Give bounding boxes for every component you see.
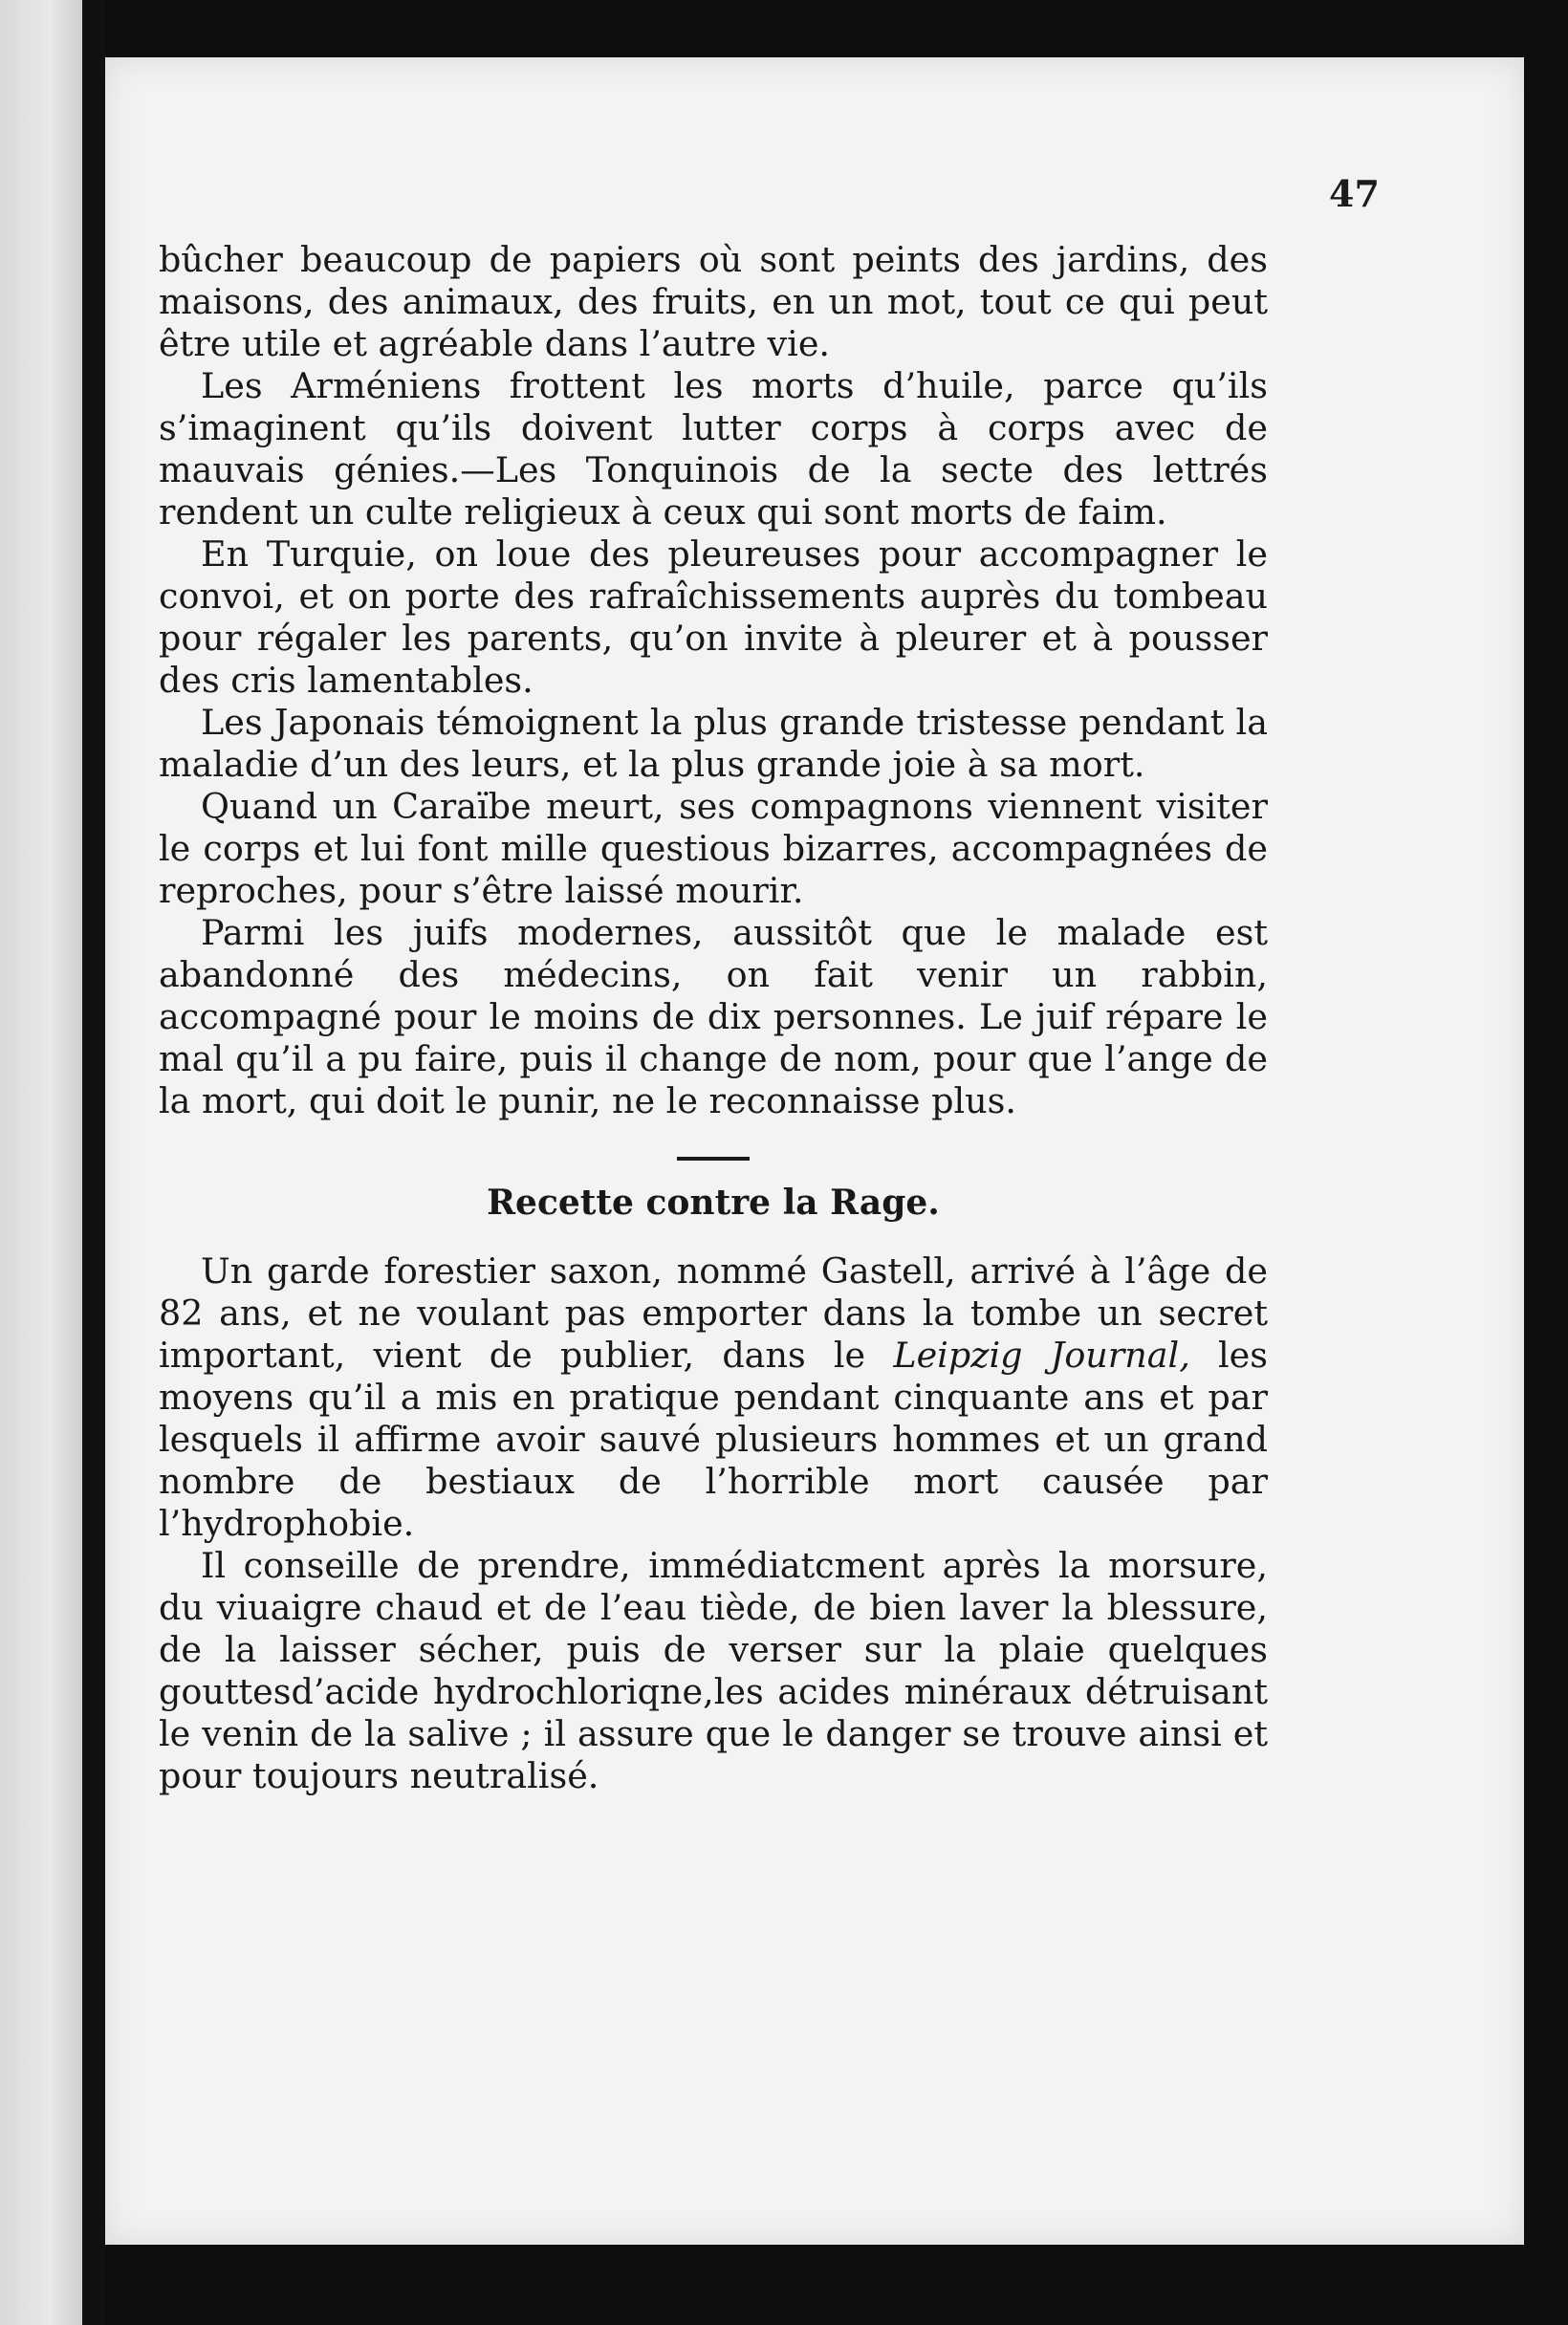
paragraph: bûcher beaucoup de papiers où sont peints des jardins, des maisons, des animaux, des fruits, en un mot, tout ce qui peut être utile et agréable dans l’autre vie.: [159, 239, 1268, 364]
adjacent-page-edge: [0, 0, 82, 2325]
book-gutter: [82, 0, 105, 2325]
paragraph: Les Arméniens frottent les morts d’huile, parce qu’ils s’imaginent qu’ils doivent lutter corps à corps avec de mauvais génies.—Les Tonquinois de la secte des lettrés rendent un culte religieux à ceux qui sont morts de faim.: [159, 365, 1268, 532]
paragraph: Parmi les juifs modernes, aussitôt que le malade est abandonné des médecins, on fait venir un rabbin, accompagné pour le moins de dix personnes. Le juif répare le mal qu’il a pu faire, puis il change de nom, pour que l’ange de la mort, qui doit le punir, ne le reconnaisse plus.: [159, 912, 1268, 1121]
section-divider: [677, 1157, 750, 1161]
journal-title: Leipzig Journal,: [893, 1335, 1190, 1376]
section-title: Recette contre la Rage.: [487, 1183, 940, 1223]
paragraph-text: Un garde forestier saxon, nommé Gastell, arrivé à l’âge de 82 ans, et ne voulant pas emporter dans la tombe un secret important, vient de publier, dans le: [159, 1250, 1268, 1376]
page-number: 47: [1329, 172, 1380, 215]
paragraph: En Turquie, on loue des pleureuses pour accompagner le convoi, et on porte des rafraîchissements auprès du tombeau pour régaler les parents, qu’on invite à pleurer et à pousser des cris lamentables.: [159, 533, 1268, 701]
paragraph: Quand un Caraïbe meurt, ses compagnons viennent visiter le corps et lui font mille questious bizarres, accompagnées de reproches, pour s’être laissé mourir.: [159, 786, 1268, 911]
page-text: [159, 239, 1268, 1797]
paragraph: Il conseille de prendre, immédiatcment après la morsure, du viuaigre chaud et de l’eau tiède, de bien laver la blessure, de la laisser sécher, puis de verser sur la plaie quelques gouttesd’acide hydrochloriqne,les acides minéraux détruisant le venin de la salive ; il assure que le danger se trouve ainsi et pour toujours neutralisé.: [159, 1545, 1268, 1796]
paragraph: Les Japonais témoignent la plus grande tristesse pendant la maladie d’un des leurs, et la plus grande joie à sa mort.: [159, 702, 1268, 785]
paragraph: [159, 1250, 1268, 1545]
paragraph-text: les moyens qu’il a mis en pratique pendant cinquante ans et par lesquels il affirme avoir sauvé plusieurs hommes et un grand nombre de bestiaux de l’horrible mort causée par l’hydrophobie.: [159, 1335, 1268, 1544]
